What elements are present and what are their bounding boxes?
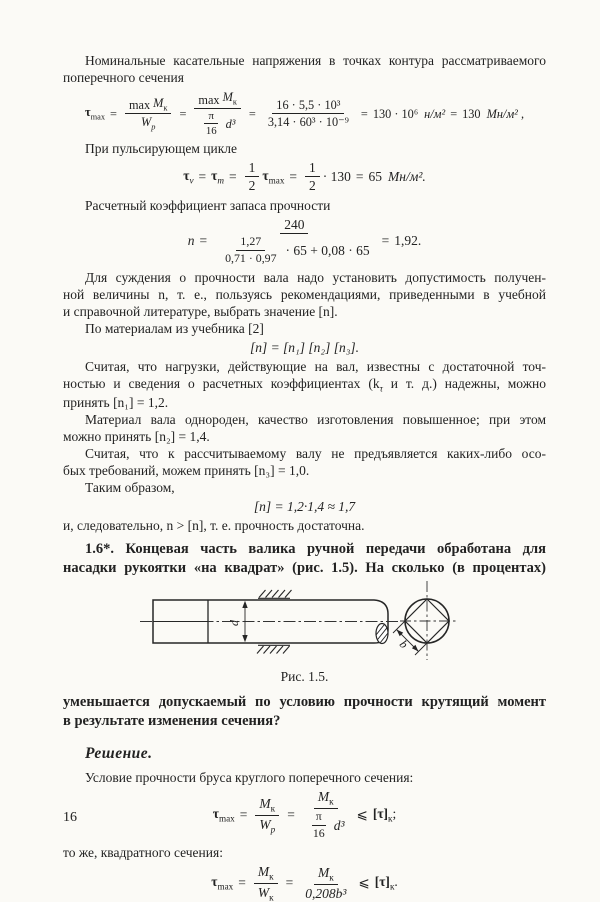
fraction-denominator [255,816,279,835]
math-subscript: p [270,824,276,835]
math-symbol: [τ] [372,806,389,822]
figure-1-5 [0,580,600,667]
math-unit: Мн/м². [388,168,426,184]
paragraph-solution-square [63,844,546,861]
math-value: 1,92. [394,233,422,249]
fraction [255,796,279,835]
fraction-numerator: 240 [280,217,308,235]
less-equal-sign: ⩽ [356,807,368,823]
equals-sign: = [198,168,207,184]
fraction [264,98,353,129]
math-symbol: M [222,90,233,104]
tau-max-symbol [85,105,105,122]
equals-sign: = [199,233,208,249]
fraction [303,789,349,840]
math-symbol: τ [212,806,219,822]
math-subscript: к [388,813,393,824]
fraction-denominator [303,809,349,840]
paragraph-conclusion [63,517,546,534]
fraction-numerator: 1 [245,160,260,178]
fraction-numerator [194,90,240,109]
math-unit: Мн/м² , [486,106,525,121]
math-value: 65 [368,168,383,184]
math-symbol: n [187,233,195,249]
fraction-denominator [254,884,278,902]
text-line: Материал вала однороден, качество изготовления повышенное; при этом [85,411,546,427]
math-symbol [318,789,334,807]
text-line: и справочной литературе, выбрать значение [n]. [63,303,338,319]
equals-sign: = [229,168,237,184]
math-symbol: M [153,95,164,110]
math-subscript: к [163,102,168,112]
fraction-denominator [137,114,159,132]
shaft-drawing [0,580,600,662]
fraction-denominator: 16 [312,825,325,840]
math-subscript: m [217,175,225,186]
math-symbol: max [128,98,151,113]
paragraph-n1 [63,358,546,411]
paragraph-n2 [63,411,546,445]
fraction-numerator [314,789,338,809]
tau-v-symbol [183,168,193,186]
text-line [63,540,546,559]
fraction-numerator [125,96,171,115]
math-subscript: к [329,797,334,808]
equals-sign: = [110,106,117,121]
arrowhead-up [242,601,247,608]
text-line: Номинальные касательные напряжения в точках контура рассматриваемого [85,53,546,68]
fraction [309,810,329,840]
math-symbol [141,115,155,132]
fraction-denominator: 0,71 · 0,97 [225,250,277,265]
paragraph-safety-factor [63,197,546,214]
tau-max-symbol [213,806,235,824]
hatch-support-bottom [257,646,290,654]
figure-caption: Рис. 1.5. [280,669,329,685]
math-symbol: M [317,789,330,805]
math-symbol: d³ [333,817,345,833]
text-line: бых требований, можем принять [n₃] = 1,0. [63,462,310,478]
equals-sign: = [287,807,295,823]
equals-sign: = [289,168,298,184]
fraction-denominator [215,234,374,265]
math-subscript: к [329,872,334,883]
equals-sign: = [285,875,294,891]
fraction-numerator [314,865,338,885]
formula-allowable-n-value [63,499,546,515]
math-symbol: τ [211,874,218,890]
math-value: 0,208b³ [305,885,347,901]
math-subscript: к [270,803,276,814]
arrowhead-down [242,635,247,642]
math-subscript: max [218,813,235,824]
math-subscript: max [268,175,285,186]
math-symbol [258,885,274,902]
equals-sign: = [360,106,368,121]
text-segment: ностью и сведения о расчетных коэффициентах (k [63,376,380,392]
math-symbol: W [257,884,270,900]
paragraph-problem-continued [63,693,546,731]
fraction-denominator: 2 [248,178,256,194]
formula-safety-factor [63,217,546,266]
text-line: Считая, что нагрузки, действующие на вал, известны с достаточной точ- [85,359,546,375]
math-value: · 130 [322,168,351,184]
fraction-denominator: 2 [309,178,316,194]
math-symbol: τ [84,105,91,120]
hatch-support-top [258,590,292,598]
label-d: d [227,620,241,627]
math-symbol: [τ] [374,874,390,890]
text-line: и, следовательно, n > [n], т. е. прочность достаточна. [63,518,365,534]
fraction [221,235,280,265]
allowable-tau-symbol [373,806,396,824]
text-line: Условие прочности бруса круглого поперечного сечения: [85,770,414,786]
text-line: можно принять [n₂] = 1,4. [63,428,210,444]
fraction-numerator: 1,27 [236,235,265,251]
math-symbol [258,864,274,882]
equals-sign: = [248,106,256,121]
math-symbol [259,817,275,835]
math-subscript: max [90,112,106,122]
math-value: · 65 + 0,08 · 65 [285,242,370,258]
text-line [63,375,546,394]
math-subscript: v [189,175,194,186]
math-subscript: max [217,881,234,892]
math-subscript: к [269,892,274,902]
math-subscript: к [232,97,237,107]
math-symbol [223,90,237,107]
paragraph-discussion [63,269,546,337]
formula-allowable-n-product [63,340,546,356]
math-subscript: к [389,881,395,892]
fraction-denominator [301,885,350,902]
text-line: уменьшается допускаемый по условию прочности крутящий момент [63,694,546,711]
math-symbol [153,96,167,113]
math-value: 130 [462,106,481,121]
equals-sign: = [381,233,390,249]
math-symbol: M [317,864,330,880]
math-symbol: W [141,115,152,130]
fraction-numerator: 1 [305,160,320,178]
text-line: принять [n₁] = 1,2. [63,394,169,410]
math-symbol: τ [183,167,190,183]
less-equal-sign: ⩽ [358,875,370,891]
tau-m-symbol [211,168,224,186]
paragraph-pulsating-cycle [63,140,546,157]
equals-sign: = [239,807,248,823]
math-expression: [n] = 1,2·1,4 ≈ 1,7 [253,498,356,514]
equals-sign: = [238,875,246,891]
fraction-denominator [196,109,240,138]
text-line: в результате изменения сечения? [63,713,281,730]
formula-nominal-shear-stress [63,90,546,138]
text-line: Расчетный коэффициент запаса прочности [85,197,331,213]
math-symbol: W [259,816,271,832]
text-line: насадки рукоятки «на квадрат» (рис. 1.5). На сколько (в процентах) [63,560,546,577]
fraction-numerator [255,796,279,816]
fraction [215,217,374,266]
text-segment: и т. д.) надежны, можно [382,376,546,392]
problem-number: 1.6*. [85,541,114,558]
math-symbol: max [198,92,220,107]
paragraph-problem-1-6 [63,540,546,578]
paragraph-solution-circle [63,769,546,786]
math-value: 130 · 10⁶ [372,106,419,121]
formula-strength-circular [63,789,546,840]
punctuation: . [394,874,398,890]
math-symbol [259,796,275,814]
text-line: то же, квадратного сечения: [63,844,223,860]
fraction-numerator: 16 · 5,5 · 10³ [272,98,344,114]
math-symbol [318,865,334,883]
fraction-denominator: 16 [205,125,217,138]
math-subscript: p [151,122,156,132]
text-line: ной величины n, т. е., пользуясь рекомендациями, приведенными в учебной [63,286,546,302]
equals-sign: = [179,106,187,121]
page-number: 16 [63,810,77,825]
math-subscript: τ [379,383,383,394]
equals-sign: = [355,168,364,184]
text-segment: Концевая часть валика ручной передачи обработана для [114,541,546,558]
fraction-numerator: π [312,810,326,826]
fraction-numerator [254,864,278,884]
paragraph-intro [63,52,546,86]
label-b: b [396,637,411,652]
math-subscript: к [269,871,274,882]
text-line: Для суждения о прочности вала надо установить допустимость получен- [85,269,546,285]
text-line: При пульсирующем цикле [85,140,238,156]
fraction [202,110,221,138]
formula-tau-amplitude [63,160,546,194]
tau-max-symbol [211,874,233,892]
math-expression: [n] = [n₁] [n₂] [n₃]. [249,339,360,355]
fraction [305,160,320,194]
allowable-tau-symbol [375,874,398,892]
solution-heading: Решение. [85,745,153,763]
math-symbol: τ [262,167,269,183]
punctuation: ; [392,806,397,822]
fraction [125,96,171,133]
math-symbol: M [259,795,271,811]
text-line: поперечного сечения [63,70,184,85]
fraction-numerator: π [204,110,217,124]
formula-strength-square [63,864,546,902]
text-line: Таким образом, [85,479,175,495]
text-line: По материалам из учебника [2] [85,320,264,336]
fraction [245,160,260,194]
fraction [254,864,278,902]
fraction-denominator: 3,14 · 60³ · 10⁻⁹ [267,115,349,130]
math-symbol: d³ [225,116,236,131]
tau-max-symbol [262,168,284,186]
math-symbol: M [257,863,270,879]
text-line: Считая, что к рассчитываемому валу не предъявляется каких-либо осо- [85,445,546,461]
paragraph-n3 [63,445,546,496]
fraction [194,90,240,138]
math-symbol: τ [211,167,218,183]
equals-sign: = [450,106,458,121]
fraction [301,865,350,901]
math-unit: н/м² [424,106,446,121]
